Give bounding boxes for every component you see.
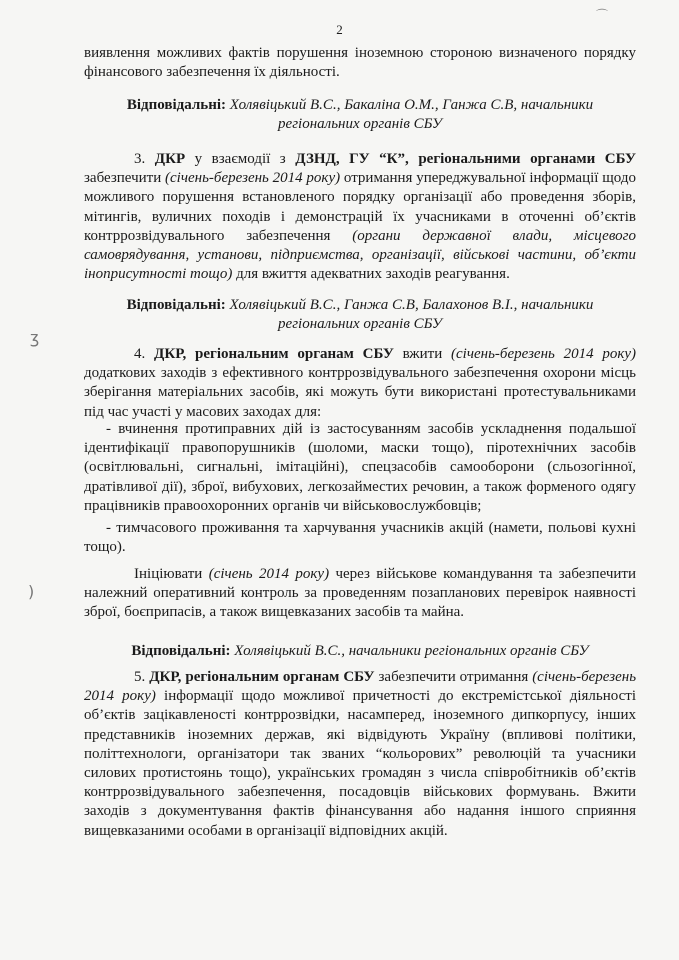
deadline-text: (січень 2014 року) [208,566,330,582]
text: вжити [402,346,443,362]
bold-text: ДКР, регіональним органам СБУ [154,346,394,362]
bullet-item-1: - вчинення протиправних дій із застосуванням засобів ускладнення подальшої ідентифікації правопорушників (шоломи, маски тощо), піротехнічних засобів (освітлювальні, сигнальні, імітаційні), спецзасобів самооборони (сльозогінної, дратівливої дії), зброї, вибухових, легкозайместих речовин, а також форменого одягу працівників правоохоронних органів чи військовослужбовців; [84,421,636,514]
responsible-block-1 [84,96,636,134]
bold-text: ДКР, регіональним органам СБУ [149,669,375,685]
text: для вжиття адекватних заходів реагування. [236,266,510,283]
text: отримання упереджувальної інформації щодо можливого порушення встановленого порядку організації або проведення зборів, мітингів, вуличних походів і демонстрацій їх учасниками в оточенні об’єктів контррозвідувального забезпечення [84,170,636,244]
responsible-names-line2: регіональних органів СБУ [278,116,442,133]
item-number: 5. [134,669,146,685]
deadline-text: (січень-березень 2014 року) [84,669,637,705]
corner-scribble: ⌒ [596,8,609,22]
responsible-names: Холявіцький В.С., начальники регіональних органів СБУ [234,643,589,659]
responsible-block-3 [84,642,636,661]
responsible-label: Відповідальні: [126,297,226,313]
text: інформації щодо можливої причетності до екстремістської діяльності об’єктів зацікавленості контррозвідки, насамперед, іноземного дипкорпусу, інших представників іноземних держав, які відвідують Україну (впливові політики, політтехнологи, організатори так званих “кольорових” революцій та учасники силових протистоянь тощо), українських громадян з числа співробітників об’єктів контррозвідувального забезпечення, посадовців військових формувань. Вжити заходів з документування фактів фінансування або надання іншого сприяння вищевказаними особами в організації відповідних акцій. [84,688,637,839]
item-number: 3. [134,151,146,167]
text: забезпечити [84,170,162,187]
bold-text: ДКР [154,151,186,167]
text: у взаємодії з [194,151,286,167]
responsible-names-line2: регіональних органів СБУ [278,316,442,333]
bullet-item-2: - тимчасового проживання та харчування учасників акцій (намети, польові кухні тощо). [84,520,636,556]
paragraph-4-initiate [84,565,636,623]
responsible-block-2 [84,296,636,334]
deadline-text: (січень-березень 2014 року) [451,346,637,362]
paragraph-5 [84,668,636,841]
paragraph-3 [84,150,636,284]
deadline-text: (січень-березень 2014 року) [165,170,341,187]
page-number: 2 [336,22,343,37]
text: забезпечити отримання [378,669,529,685]
responsible-names: Холявіцький В.С., Ганжа С.В, Балахонов В.І., начальники [229,297,594,313]
responsible-label: Відповідальні: [126,97,226,113]
margin-mark: ) [28,582,35,601]
text: Ініціювати [134,566,203,582]
text: додаткових заходів з ефективного контррозвідувального забезпечення охорони місць зберігання матеріальних засобів, які можуть бути використані протестувальниками під час участі у масових заходах для: [84,365,636,420]
bold-text: ДЗНД, ГУ “К”, регіональними органами СБУ [295,151,636,167]
item-number: 4. [134,346,146,362]
responsible-names: Холявіцький В.С., Бакаліна О.М., Ганжа С.В, начальники [229,97,594,113]
paragraph-4 [84,345,636,422]
responsible-label: Відповідальні: [131,643,231,659]
text: через військове командування та забезпечити належний оперативний контроль за проведенням позапланових перевірок наявності зброї, боєприпасів, а також вищевказаних засобів та майна. [84,566,637,621]
margin-mark: ʒ [30,328,40,347]
paragraph-continuation: виявлення можливих фактів порушення іноземною стороною визначеного порядку фінансового забезпечення їх діяльності. [84,45,636,81]
italic-text: (органи державної влади, місцевого самоврядування, установи, підприємства, організації, військові частини, об’єкти іноприсутності тощо) [84,227,637,283]
